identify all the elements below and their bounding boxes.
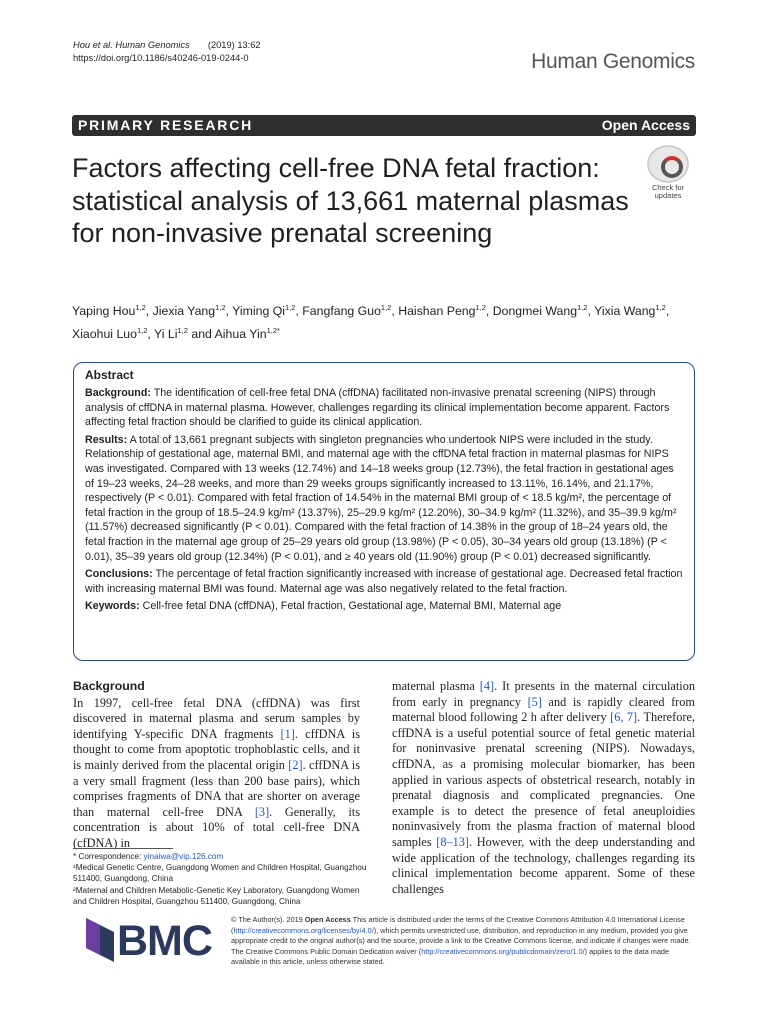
- citation-link[interactable]: [3]: [254, 804, 270, 819]
- abstract-box: [73, 362, 695, 661]
- citation-link[interactable]: [1]: [280, 726, 295, 741]
- author-affiliation: 1,2: [136, 326, 148, 336]
- bmc-logo: [86, 915, 211, 967]
- author-name[interactable]: Yaping Hou: [72, 304, 136, 319]
- article-type: PRIMARY RESEARCH: [78, 117, 254, 133]
- citation-link[interactable]: [2]: [288, 757, 303, 772]
- footnotes: [73, 851, 373, 907]
- license-link[interactable]: http://creativecommons.org/licenses/by/4.0/: [233, 925, 374, 935]
- license-statement: © The Author(s). 2019 Open Access This article is distributed under the terms of the Creative Commons Attribution 4.0 International License (http://creativecommons.org/licenses/by/4.0/), which permits unrestricted use, distribution, and reproduction in any medium, provided you give appropriate credit to the original author(s) and the source, provide a link to the Creative Commons license, and indicate if changes were made. The Creative Commons Public Domain Dedication waiver (http://creativecommons.org/publicdomain/zero/1.0/) applies to the data made available in this article, unless otherwise stated.: [231, 915, 691, 967]
- citation-header: [73, 39, 261, 65]
- check-updates-label: Check for updates: [651, 183, 685, 200]
- author-affiliation: 1,2: [215, 303, 226, 312]
- bmc-logo-icon: [86, 918, 114, 962]
- author-name[interactable]: Yixia Wang: [594, 304, 656, 319]
- journal-name: Human Genomics: [531, 50, 695, 73]
- author-affiliation: 1,2: [135, 303, 146, 312]
- open-access-label: Open Access: [601, 117, 690, 133]
- author-affiliation: 1,2: [285, 303, 296, 312]
- article-type-banner: [72, 115, 696, 136]
- waiver-link[interactable]: http://creativecommons.org/publicdomain/zero/1.0/: [421, 946, 585, 956]
- citation-authors: Hou et al. Human Genomics: [73, 40, 190, 50]
- author-name[interactable]: Aihua Yin: [214, 327, 267, 342]
- author-name[interactable]: Jiexia Yang: [152, 304, 216, 319]
- author-name[interactable]: Xiaohui Luo: [72, 327, 137, 342]
- crossmark-icon: [647, 145, 689, 183]
- citation-year: (2019) 13:62: [207, 40, 261, 50]
- doi-link[interactable]: https://doi.org/10.1186/s40246-019-0244-0: [73, 53, 249, 63]
- author-affiliation: 1,2: [655, 303, 666, 312]
- bmc-logo-text: BMC: [117, 917, 212, 965]
- affiliation-1: ¹Medical Genetic Centre, Guangdong Women and Children Hospital, Guangzhou 511400, Guangdong, China: [73, 863, 367, 884]
- section-heading-background: Background: [73, 679, 145, 693]
- abstract-heading: Abstract: [85, 368, 134, 382]
- citation-link[interactable]: [4]: [479, 679, 495, 693]
- abstract-conclusions: Conclusions: The percentage of fetal fraction significantly increased with increase of gestational age. Decreased fetal fraction with increasing maternal BMI was found. Maternal age was also negatively related to the fetal fraction.: [85, 568, 683, 595]
- email-link[interactable]: yinaiwa@vip.126.com: [143, 852, 224, 861]
- citation-link[interactable]: [6, 7]: [610, 710, 638, 725]
- abstract-keywords: Keywords: Cell-free fetal DNA (cffDNA), Fetal fraction, Gestational age, Maternal BMI, Maternal age: [85, 600, 562, 613]
- check-for-updates-button[interactable]: [643, 145, 693, 205]
- author-affiliation: 1,2: [177, 326, 188, 336]
- author-affiliation: 1,2*: [266, 326, 280, 336]
- citation-link[interactable]: [5]: [527, 694, 542, 709]
- body-column-left: Background In 1997, cell-free fetal DNA (cffDNA) was first discovered in maternal plasma and serum samples by identifying Y-specific DNA fragments [1]. cffDNA is thought to come from apoptotic trophoblastic cells, and it is mainly derived from the placental origin [2]. cffDNA is a very small fragment (less than 200 base pairs), which comprises fragments of DNA that are shorter on average than maternal cell-free DNA [3]. Generally, its concentration is about 10% of total cell-free DNA (cfDNA) in: [73, 679, 360, 850]
- citation-link[interactable]: [8–13]: [436, 834, 470, 849]
- article-title: Factors affecting cell-free DNA fetal fraction: statistical analysis of 13,661 maternal plasmas for non-invasive prenatal screening: [72, 153, 629, 248]
- author-name[interactable]: Haishan Peng: [398, 304, 476, 319]
- footnote-divider: [73, 848, 173, 849]
- author-affiliation: 1,2: [577, 303, 588, 312]
- author-name[interactable]: Fangfang Guo: [302, 304, 381, 319]
- abstract-background: Background: The identification of cell-free fetal DNA (cffDNA) facilitated non-invasive prenatal screening (NIPS) through analysis of cffDNA in maternal plasma. However, challenges regarding its clinical implementation become apparent. Factors affecting fetal fraction should be clarified to guide its clinical application.: [85, 387, 670, 429]
- body-column-right: maternal plasma [4]. It presents in the maternal circulation from early in pregnancy [5] and is rapidly cleared from maternal blood following 2 h after delivery [6, 7]. Therefore, cffDNA is a useful potential source of fetal genetic material for noninvasive prenatal screening (NIPS). Nowadays, cffDNA, as a promising molecular biomarker, has been applied in various aspects of obstetrical research, notably in prenatal diagnosis and complicated pregnancies. One example is to detect the presence of fetal aneuploidies noninvasively from the plasma fraction of maternal blood samples [8–13]. However, with the deep understanding and wide application of the technology, challenges regarding its clinical implementation become apparent. Some of these challenges: [392, 679, 695, 896]
- abstract-results: Results: A total of 13,661 pregnant subjects with singleton pregnancies who undertook NIPS were included in the study. Relationship of gestational age, maternal BMI, and maternal age with the cffDNA fetal fraction in maternal plasmas for NIPS was investigated. Compared with 13 weeks (12.74%) and 14–18 weeks group (12.73%), the fetal fraction in gestational ages of 19–23 weeks, 24–28 weeks, and more than 29 weeks groups significantly increased to 13.11%, 16.14%, and 21.17%, respectively (P < 0.01). Compared with fetal fraction of 14.54% in the maternal BMI group of < 18.5 kg/m², the percentage of fetal fraction in the group of 18.5–24.9 kg/m² (13.37%), 25–29.9 kg/m² (12.20%), 30–34.9 kg/m² (11.32%), and 35–39.9 kg/m² (11.57%) decreased significantly (P < 0.01). Compared with the fetal fraction of 14.38% in the group of 18–24 years old, the fetal fraction in the maternal age group of 25–29 years old group (13.98%) (P < 0.05), 30–34 years old group (13.18%) (P < 0.01), 35–39 years old group (12.34%) (P < 0.01), and ≥ 40 years old (11.90%) group (P < 0.01) decreased significantly.: [85, 433, 677, 563]
- author-list: Yaping Hou$^{1,2}$, Jiexia Yang$^{1,2}$, Yiming Qi$^{1,2}$, Fangfang Guo$^{1,2}$, Haishan Peng$^{1,2}$, Dongmei Wang$^{1,2}$, Yixia Wang$^{1,2}$, Xiaohui Luo$^{1,2}$, Yi Li$^{1,2}$ and Aihua Yin$^{1,2*}$: [72, 303, 670, 342]
- correspondence: * Correspondence: yinaiwa@vip.126.com: [73, 852, 224, 861]
- author-name[interactable]: Dongmei Wang: [492, 304, 578, 319]
- author-affiliation: 1,2: [475, 303, 486, 312]
- author-name[interactable]: Yi Li: [154, 327, 178, 342]
- affiliation-2: ²Maternal and Children Metabolic-Genetic Key Laboratory, Guangdong Women and Children Hospital, Guangzhou 511400, Guangdong, China: [73, 885, 360, 906]
- author-affiliation: 1,2: [380, 303, 392, 312]
- author-name[interactable]: Yiming Qi: [232, 304, 286, 319]
